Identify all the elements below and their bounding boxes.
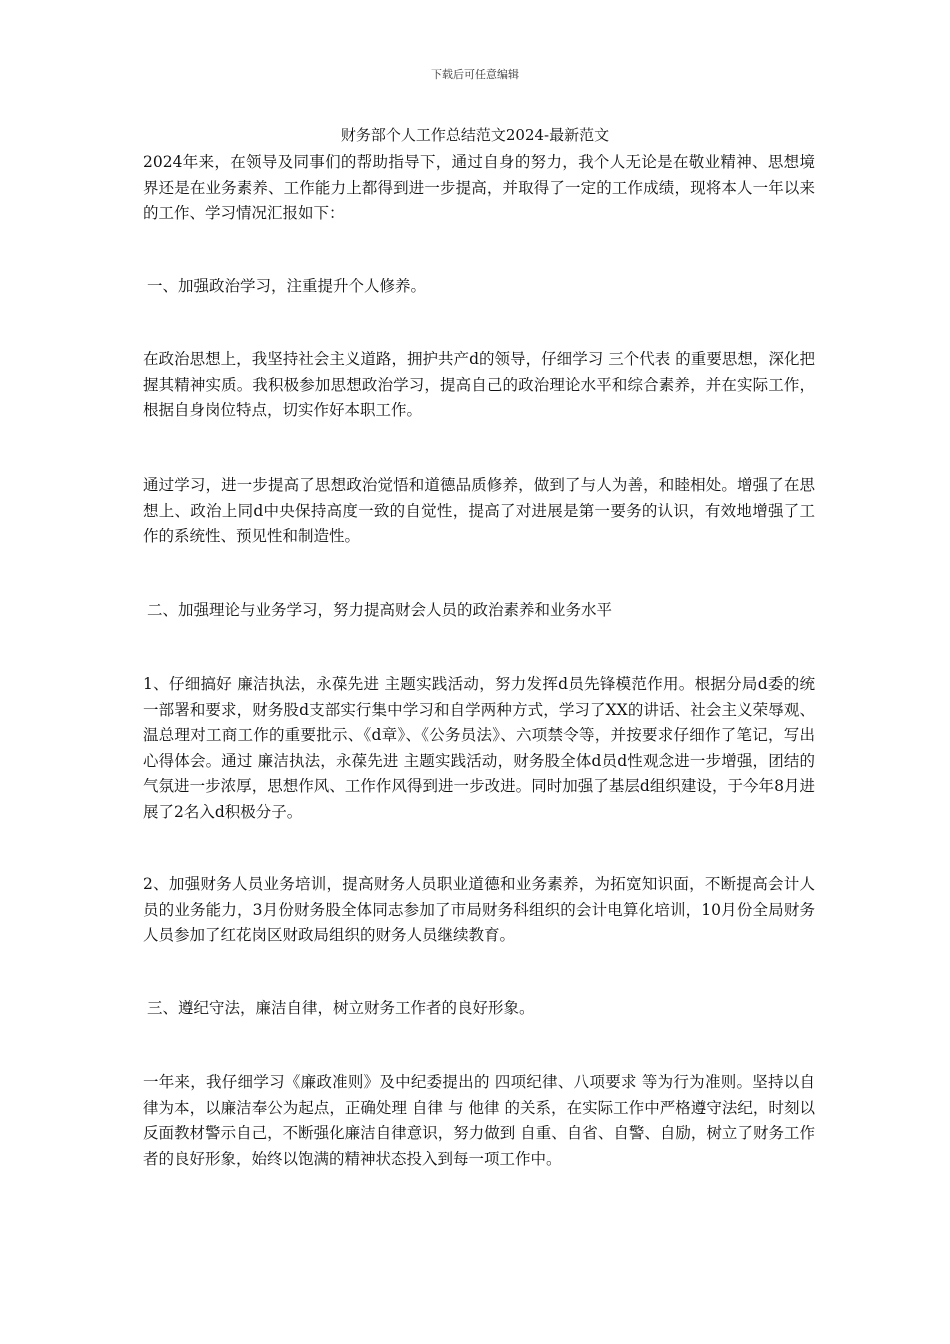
section3-paragraph-1: 一年来，我仔细学习《廉政准则》及中纪委提出的 四项纪律、八项要求 等为行为准则。坚持以自律为本，以廉洁奉公为起点，正确处理 自律 与 他律 的关系，在实际工作中严格遵守法纪，时刻以反面教材警示自己，不断强化廉洁自律意识，努力做到 自重、自省、自警、自励，树立了财务工作者的良好形象，始终以饱满的精神状态投入到每一项工作中。: [143, 1073, 815, 1168]
section3-heading: 三、遵纪守法，廉洁自律，树立财务工作者的良好形象。: [147, 999, 535, 1017]
section1-paragraph-2: 通过学习，进一步提高了思想政治觉悟和道德品质修养，做到了与人为善，和睦相处。增强了在思想上、政治上同d中央保持高度一致的自觉性，提高了对进展是第一要务的认识，有效地增强了工作的系统性、预见性和制造性。: [143, 476, 815, 545]
section1-paragraph-1: 在政治思想上，我坚持社会主义道路，拥护共产d的领导，仔细学习 三个代表 的重要思想，深化把握其精神实质。我积极参加思想政治学习，提高自己的政治理论水平和综合素养，并在实际工作，根据自身岗位特点，切实作好本职工作。: [143, 350, 815, 419]
section1-heading: 一、加强政治学习，注重提升个人修养。: [147, 277, 427, 295]
intro-paragraph: 2024年来，在领导及同事们的帮助指导下，通过自身的努力，我个人无论是在敬业精神、思想境界还是在业务素养、工作能力上都得到进一步提高，并取得了一定的工作成绩，现将本人一年以来的工作、学习情况汇报如下：: [143, 153, 815, 222]
section2-paragraph-1: 1、仔细搞好 廉洁执法，永葆先进 主题实践活动，努力发挥d员先锋模范作用。根据分局d委的统一部署和要求，财务股d支部实行集中学习和自学两种方式，学习了XX的讲话、社会主义荣辱观、温总理对工商工作的重要批示、《d章》、《公务员法》、六项禁令等，并按要求仔细作了笔记，写出心得体会。通过 廉洁执法，永葆先进 主题实践活动，财务股全体d员d性观念进一步增强，团结的气氛进一步浓厚，思想作风、工作作风得到进一步改进。同时加强了基层d组织建设，于今年8月进展了2名入d积极分子。: [143, 675, 815, 821]
section2-paragraph-2: 2、加强财务人员业务培训，提高财务人员职业道德和业务素养，为拓宽知识面，不断提高会计人员的业务能力，3月份财务股全体同志参加了市局财务科组织的会计电算化培训，10月份全局财务人员参加了红花岗区财政局组织的财务人员继续教育。: [143, 875, 815, 944]
page-header-note: 下载后可任意编辑: [431, 68, 519, 81]
document-title: 财务部个人工作总结范文2024-最新范文: [340, 126, 610, 144]
section2-heading: 二、加强理论与业务学习，努力提高财会人员的政治素养和业务水平: [147, 601, 613, 619]
